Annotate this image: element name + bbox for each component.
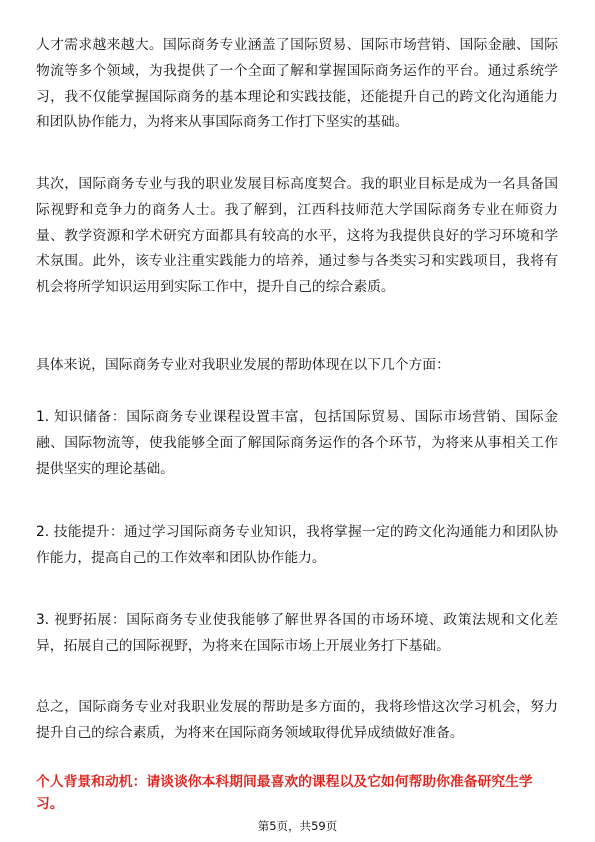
paragraph-specifically: 具体来说，国际商务专业对我职业发展的帮助体现在以下几个方面：	[36, 357, 450, 373]
list-item-skills: 2. 技能提升：通过学习国际商务专业知识，我将掌握一定的跨文化沟通能力和团队协作能力，提高自己的工作效率和团队协作能力。	[36, 524, 558, 566]
paragraph-intro: 人才需求越来越大。国际商务专业涵盖了国际贸易、国际市场营销、国际金融、国际物流等多个领域，为我提供了一个全面了解和掌握国际商务运作的平台。通过系统学习，我不仅能掌握国际商务的基本理论和实践技能，还能提升自己的跨文化沟通能力和团队协作能力，为将来从事国际商务工作打下坚实的基础。	[36, 37, 558, 131]
paragraph-conclusion: 总之，国际商务专业对我职业发展的帮助是多方面的，我将珍惜这次学习机会，努力提升自己的综合素质，为将来在国际商务领域取得优异成绩做好准备。	[36, 699, 558, 741]
page-number: 第5页，共59页	[257, 819, 338, 833]
list-item-knowledge: 1. 知识储备：国际商务专业课程设置丰富，包括国际贸易、国际市场营销、国际金融、国际物流等，使我能够全面了解国际商务运作的各个环节，为将来从事相关工作提供坚实的理论基础。	[36, 409, 558, 477]
list-item-vision: 3. 视野拓展：国际商务专业使我能够了解世界各国的市场环境、政策法规和文化差异，拓展自己的国际视野，为将来在国际市场上开展业务打下基础。	[36, 612, 558, 654]
paragraph-secondly: 其次，国际商务专业与我的职业发展目标高度契合。我的职业目标是成为一名具备国际视野和竞争力的商务人士。我了解到，江西科技师范大学国际商务专业在师资力量、教学资源和学术研究方面都具有较高的水平，这将为我提供良好的学习环境和学术氛围。此外，该专业注重实践能力的培养，通过参与各类实习和实践项目，我将有机会将所学知识运用到实际工作中，提升自己的综合素质。	[36, 176, 558, 296]
question-heading: 个人背景和动机：请谈谈你本科期间最喜欢的课程以及它如何帮助你准备研究生学习。	[36, 774, 533, 812]
